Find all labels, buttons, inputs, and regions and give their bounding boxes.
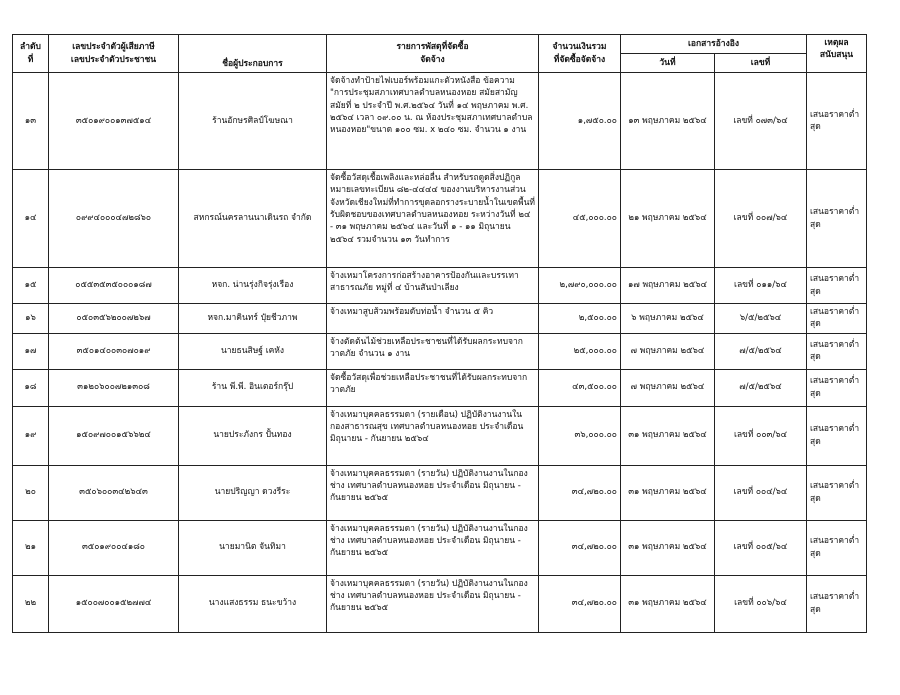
item-description: จัดซื้อวัสดุเชื้อเพลิงและหล่อลื่น สำหรับรถดูดสิ่งปฏิกูล หมายเลขทะเบียน ๘๒-๔๔๔๔ ของงานบริหารงานส่วนจังหวัดเชียงใหม่ที่ทำการขุดลอกรางระบายน้ำในเขตพื้นที่รับผิดชอบของเทศบาลตำบลหนองหอย ระหว่างวันที่ ๒๔ - ๓๑ พฤษภาคม ๒๕๖๔ และวันที่ ๑ - ๑๑ มิถุนายน ๒๕๖๔ รวมจำนวน ๑๓ วันทำการ — [327, 170, 539, 268]
tax-id: ๓๕๐๑๙๐๐๔๑๘๐ — [49, 520, 179, 575]
reference-number: เลขที่ ๐๑๑/๖๔ — [715, 268, 807, 304]
vendor-name: นายปริญญา ดวงรีระ — [179, 465, 327, 520]
reference-number: เลขที่ ๐๐๓/๖๔ — [715, 406, 807, 465]
amount: ๓๔,๗๒๐.๐๐ — [539, 575, 621, 632]
reason: เสนอราคาต่ำสุด — [807, 304, 867, 334]
row-number: ๑๗ — [13, 333, 49, 369]
row-number: ๑๕ — [13, 268, 49, 304]
amount: ๓๔,๗๒๐.๐๐ — [539, 520, 621, 575]
amount: ๒,๕๐๐.๐๐ — [539, 304, 621, 334]
tax-id: ๓๑๒๐๖๐๐๗๒๑๓๐๘ — [49, 369, 179, 406]
reference-date: ๓๑ พฤษภาคม ๒๕๖๔ — [621, 520, 715, 575]
vendor-name: หจก.มาคินทร์ ปุ๋ยชีวภาพ — [179, 304, 327, 334]
header-amount: จำนวนเงินรวม ที่จัดซื้อจัดจ้าง — [539, 35, 621, 73]
vendor-name: นายประภังกร ปั้นทอง — [179, 406, 327, 465]
header-vendor: ชื่อผู้ประกอบการ — [179, 35, 327, 73]
header-no: ลำดับ ที่ — [13, 35, 49, 73]
table-row — [13, 333, 867, 369]
tax-id: ๓๕๐๖๐๐๓๔๒๖๔๓ — [49, 465, 179, 520]
reason: เสนอราคาต่ำสุด — [807, 73, 867, 170]
table-row — [13, 170, 867, 268]
amount: ๒๕,๐๐๐.๐๐ — [539, 333, 621, 369]
reference-date: ๗ พฤษภาคม ๒๕๖๔ — [621, 333, 715, 369]
table-row — [13, 268, 867, 304]
row-number: ๒๑ — [13, 520, 49, 575]
reference-date: ๓๑ พฤษภาคม ๒๕๖๔ — [621, 465, 715, 520]
row-number: ๒๐ — [13, 465, 49, 520]
reference-date: ๑๗ พฤษภาคม ๒๕๖๔ — [621, 268, 715, 304]
table-body — [13, 73, 867, 633]
vendor-name: นางแสงธรรม ธนะขว้าง — [179, 575, 327, 632]
amount: ๓๖,๐๐๐.๐๐ — [539, 406, 621, 465]
vendor-name: สหกรณ์นครลานนาเดินรถ จำกัด — [179, 170, 327, 268]
reason: เสนอราคาต่ำสุด — [807, 575, 867, 632]
reference-date: ๑๓ พฤษภาคม ๒๕๖๔ — [621, 73, 715, 170]
row-number: ๑๖ — [13, 304, 49, 334]
reference-number: ๗/๕/๒๕๖๔ — [715, 369, 807, 406]
reference-number: เลขที่ ๐๐๔/๖๔ — [715, 465, 807, 520]
item-description: จ้างเหมาบุคคลธรรมดา (รายวัน) ปฏิบัติงานงานในกองช่าง เทศบาลตำบลหนองหอย ประจำเดือน มิถุนายน - กันยายน ๒๕๖๕ — [327, 520, 539, 575]
table-row — [13, 369, 867, 406]
item-description: จ้างเหมาบุคคลธรรมดา (รายวัน) ปฏิบัติงานงานในกองช่าง เทศบาลตำบลหนองหอย ประจำเดือน มิถุนายน - กันยายน ๒๕๖๕ — [327, 575, 539, 632]
item-description: จ้างตัดต้นไม้ช่วยเหลือประชาชนที่ได้รับผลกระทบจากวาตภัย จำนวน ๑ งาน — [327, 333, 539, 369]
procurement-table — [12, 34, 867, 633]
header-items: รายการพัสดุที่จัดซื้อ จัดจ้าง — [327, 35, 539, 73]
reference-date: ๖ พฤษภาคม ๒๕๖๔ — [621, 304, 715, 334]
row-number: ๒๒ — [13, 575, 49, 632]
reference-number: ๗/๕/๒๕๖๔ — [715, 333, 807, 369]
reason: เสนอราคาต่ำสุด — [807, 465, 867, 520]
reason: เสนอราคาต่ำสุด — [807, 520, 867, 575]
reference-date: ๒๑ พฤษภาคม ๒๕๖๔ — [621, 170, 715, 268]
amount: ๓๔,๗๒๐.๐๐ — [539, 465, 621, 520]
reference-number: เลขที่ ๐๗๓/๖๔ — [715, 73, 807, 170]
table-row — [13, 304, 867, 334]
amount: ๒,๗๙๐,๐๐๐.๐๐ — [539, 268, 621, 304]
tax-id: ๐๕๐๓๕๖๒๐๐๗๒๖๗ — [49, 304, 179, 334]
reason: เสนอราคาต่ำสุด — [807, 170, 867, 268]
reference-date: ๗ พฤษภาคม ๒๕๖๔ — [621, 369, 715, 406]
item-description: จัดซื้อวัสดุเพื่อช่วยเหลือประชาชนที่ได้รับผลกระทบจากวาตภัย — [327, 369, 539, 406]
reason: เสนอราคาต่ำสุด — [807, 268, 867, 304]
item-description: จ้างเหมาบุคคลธรรมดา (รายวัน) ปฏิบัติงานงานในกองช่าง เทศบาลตำบลหนองหอย ประจำเดือน มิถุนายน - กันยายน ๒๕๖๕ — [327, 465, 539, 520]
table-row — [13, 73, 867, 170]
tax-id: ๐๕๕๓๕๓๕๐๐๐๑๘๗ — [49, 268, 179, 304]
item-description: จ้างเหมาบุคคลธรรมดา (รายเดือน) ปฏิบัติงานงานในกองสาธารณสุข เทศบาลตำบลหนองหอย ประจำเดือน มิถุนายน - กันยายน ๒๕๖๔ — [327, 406, 539, 465]
vendor-name: นายมานิต จันทิมา — [179, 520, 327, 575]
table-row — [13, 520, 867, 575]
item-description: จ้างเหมาสูบส้วมพร้อมดับท่อน้ำ จำนวน ๕ คิว — [327, 304, 539, 334]
reference-number: ๖/๕/๒๕๖๔ — [715, 304, 807, 334]
header-reference: เอกสารอ้างอิง — [621, 35, 807, 54]
amount: ๑,๗๕๐.๐๐ — [539, 73, 621, 170]
reference-number: เลขที่ ๐๐๖/๖๔ — [715, 575, 807, 632]
table-row — [13, 406, 867, 465]
header-reason: เหตุผลสนับสนุน — [807, 35, 867, 73]
tax-id: ๑๕๐๐๗๐๐๑๕๒๗๗๔ — [49, 575, 179, 632]
tax-id: ๓๕๐๑๔๐๐๓๐๗๐๑๙ — [49, 333, 179, 369]
table-row — [13, 465, 867, 520]
vendor-name: นายธนสิษฐ์ เคหัง — [179, 333, 327, 369]
amount: ๔๕,๐๐๐.๐๐ — [539, 170, 621, 268]
vendor-name: หจก. น่านรุ่งกิจรุ่งเรือง — [179, 268, 327, 304]
amount: ๔๓,๕๐๐.๐๐ — [539, 369, 621, 406]
table-row — [13, 575, 867, 632]
vendor-name: ร้านอักษรศิลป์โฆษณา — [179, 73, 327, 170]
reason: เสนอราคาต่ำสุด — [807, 406, 867, 465]
tax-id: ๐๙๙๔๐๐๐๔๗๒๘๖๐ — [49, 170, 179, 268]
tax-id: ๓๕๐๑๙๐๐๑๓๗๕๑๔ — [49, 73, 179, 170]
header-ref-no: เลขที่ — [715, 54, 807, 73]
tax-id: ๑๕๐๙๗๐๐๑๕๖๖๒๔ — [49, 406, 179, 465]
row-number: ๑๓ — [13, 73, 49, 170]
reference-number: เลขที่ ๐๐๗/๖๔ — [715, 170, 807, 268]
reference-date: ๓๑ พฤษภาคม ๒๕๖๔ — [621, 575, 715, 632]
reason: เสนอราคาต่ำสุด — [807, 333, 867, 369]
row-number: ๑๔ — [13, 170, 49, 268]
row-number: ๑๙ — [13, 406, 49, 465]
header-ref-date: วันที่ — [621, 54, 715, 73]
row-number: ๑๘ — [13, 369, 49, 406]
item-description: จัดจ้างทำป้ายไฟเบอร์พร้อมแกะตัวหนังสือ ข้อความ "การประชุมสภาเทศบาลตำบลหนองหอย สมัยสามัญ สมัยที่ ๒ ประจำปี พ.ศ.๒๕๖๔ วันที่ ๑๔ พฤษภาคม พ.ศ. ๒๕๖๔ เวลา ๐๙.๐๐ น. ณ ห้องประชุมสภาเทศบาลตำบลหนองหอย"ขนาด ๑๐๐ ซม. x ๒๔๐ ซม. จำนวน ๑ งาน — [327, 73, 539, 170]
vendor-name: ร้าน พี.พี. อินเตอร์กรุ๊ป — [179, 369, 327, 406]
header-taxid: เลขประจำตัวผู้เสียภาษี เลขประจำตัวประชาชน — [49, 35, 179, 73]
reference-date: ๓๑ พฤษภาคม ๒๕๖๔ — [621, 406, 715, 465]
reference-number: เลขที่ ๐๐๕/๖๔ — [715, 520, 807, 575]
item-description: จ้างเหมาโครงการก่อสร้างอาคารป้องกันและบรรเทาสาธารณภัย หมู่ที่ ๔ บ้านสันป่าเลียง — [327, 268, 539, 304]
reason: เสนอราคาต่ำสุด — [807, 369, 867, 406]
